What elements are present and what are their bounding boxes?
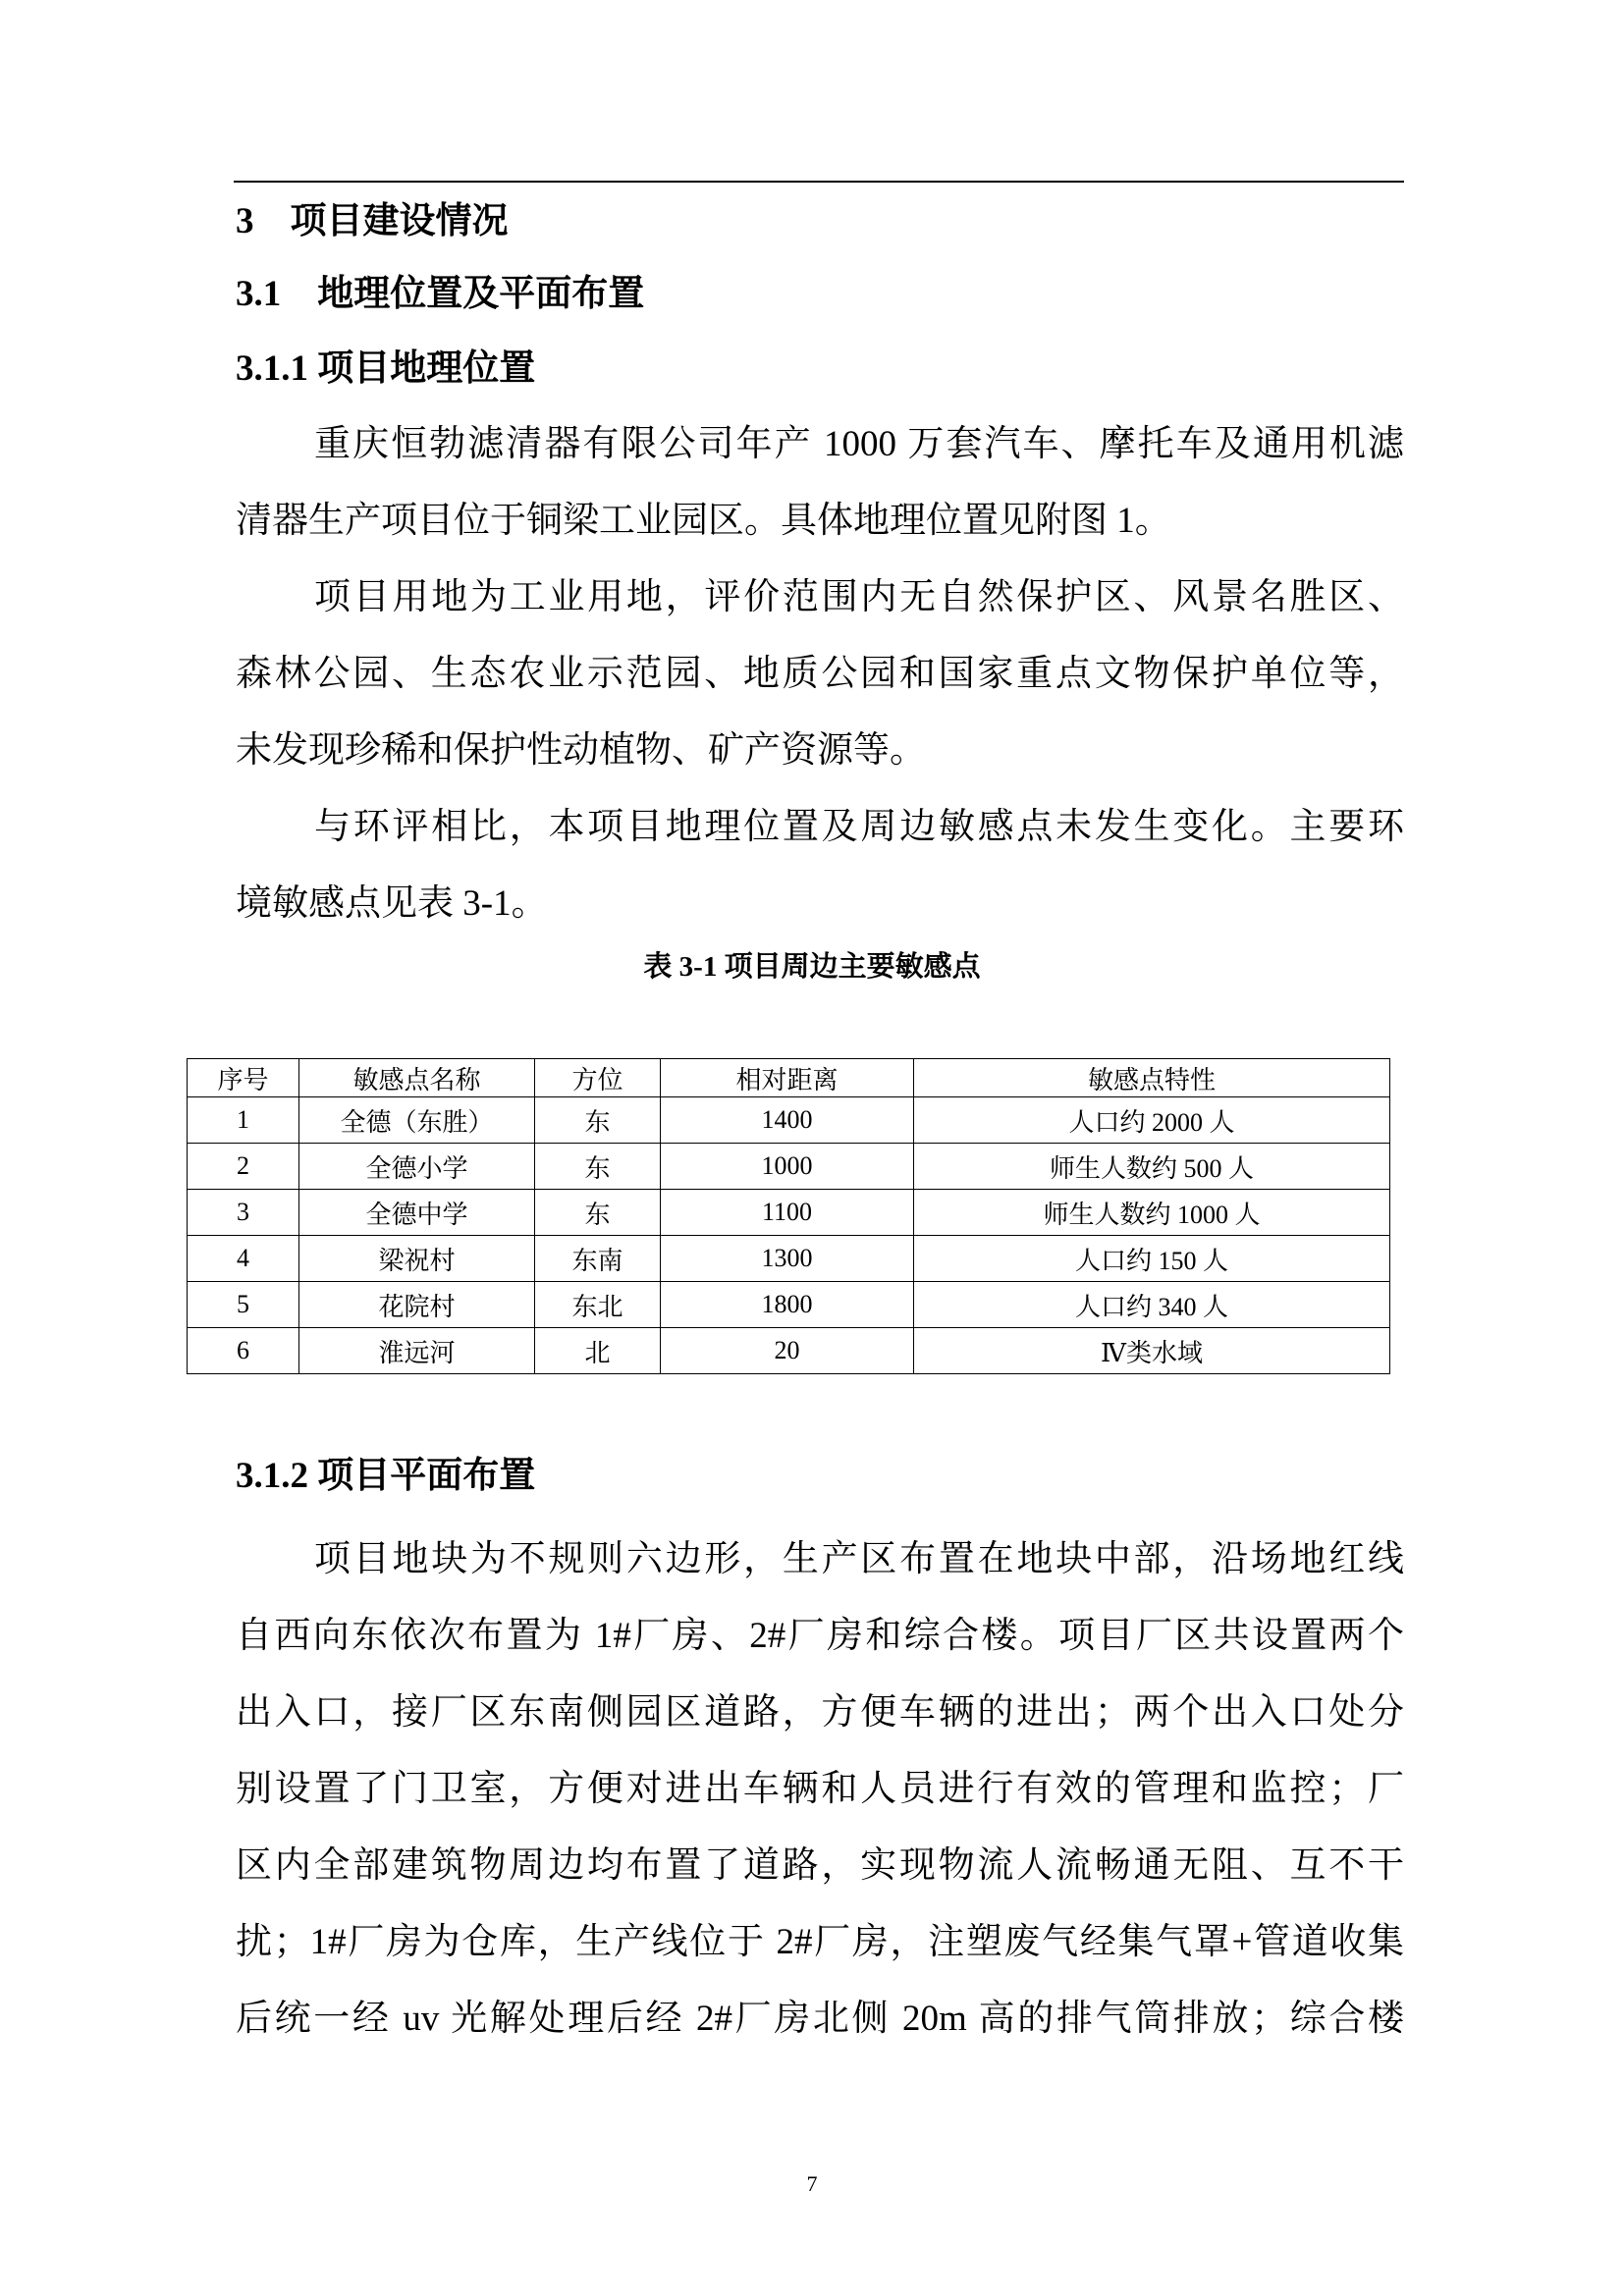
table-caption: 表 3-1 项目周边主要敏感点 <box>643 951 981 983</box>
paragraph-line: 境敏感点见表 3-1。 <box>236 883 548 924</box>
table-cell: 东 <box>535 1144 661 1190</box>
table-cell: 东南 <box>535 1236 661 1282</box>
table-cell: 人口约 2000 人 <box>914 1097 1390 1144</box>
table-row <box>188 1328 1390 1374</box>
table-header-cell: 敏感点名称 <box>299 1059 535 1097</box>
paragraph-line: 未发现珍稀和保护性动植物、矿产资源等。 <box>236 730 926 771</box>
table-header-row <box>188 1059 1390 1097</box>
table-cell: 1100 <box>661 1190 914 1236</box>
paragraph-line: 与环评相比，本项目地理位置及周边敏感点未发生变化。主要环 <box>314 807 1404 847</box>
table-cell: 北 <box>535 1328 661 1374</box>
table-cell: 1300 <box>661 1236 914 1282</box>
paragraph-line: 项目地块为不规则六边形，生产区布置在地块中部，沿场地红线 <box>314 1539 1404 1579</box>
table-cell: 东 <box>535 1097 661 1144</box>
table-cell: 20 <box>661 1328 914 1374</box>
table-cell: 1800 <box>661 1282 914 1328</box>
table-row <box>188 1144 1390 1190</box>
table-cell: 3 <box>188 1190 299 1236</box>
paragraph-line: 清器生产项目位于铜梁工业园区。具体地理位置见附图 1。 <box>236 501 1171 541</box>
section-heading-3: 3 项目建设情况 <box>236 201 509 241</box>
table-header-cell: 相对距离 <box>661 1059 914 1097</box>
page-number: 7 <box>806 2171 818 2196</box>
table-row <box>188 1190 1390 1236</box>
table-cell: 1000 <box>661 1144 914 1190</box>
table-cell: 1 <box>188 1097 299 1144</box>
paragraph-line: 区内全部建筑物周边均布置了道路，实现物流人流畅通无阻、互不干 <box>236 1845 1404 1886</box>
paragraph-line: 出入口，接厂区东南侧园区道路，方便车辆的进出；两个出入口处分 <box>236 1692 1404 1733</box>
paragraph-land-use <box>236 560 1404 789</box>
paragraph-line: 森林公园、生态农业示范园、地质公园和国家重点文物保护单位等， <box>236 654 1404 694</box>
paragraph-line: 别设置了门卫室，方便对进出车辆和人员进行有效的管理和监控；厂 <box>236 1769 1404 1809</box>
table-cell: 师生人数约 500 人 <box>914 1144 1390 1190</box>
table-cell: 人口约 340 人 <box>914 1282 1390 1328</box>
table-cell: Ⅳ类水域 <box>914 1328 1390 1374</box>
paragraph-line: 扰；1#厂房为仓库，生产线位于 2#厂房，注塑废气经集气罩+管道收集 <box>236 1922 1404 1962</box>
header-rule <box>234 181 1404 183</box>
table-cell: 梁祝村 <box>299 1236 535 1282</box>
table-row <box>188 1282 1390 1328</box>
table-cell: 师生人数约 1000 人 <box>914 1190 1390 1236</box>
section-heading-3-1-1: 3.1.1 项目地理位置 <box>236 348 536 389</box>
table-cell: 花院村 <box>299 1282 535 1328</box>
table-cell: 全德中学 <box>299 1190 535 1236</box>
table-header-cell: 序号 <box>188 1059 299 1097</box>
table-cell: 东北 <box>535 1282 661 1328</box>
table-cell: 5 <box>188 1282 299 1328</box>
table-row <box>188 1236 1390 1282</box>
paragraph-line: 自西向东依次布置为 1#厂房、2#厂房和综合楼。项目厂区共设置两个 <box>236 1616 1404 1656</box>
table-header-cell: 方位 <box>535 1059 661 1097</box>
table-row <box>188 1097 1390 1144</box>
paragraph-layout <box>236 1522 1404 2057</box>
table-cell: 6 <box>188 1328 299 1374</box>
table-cell: 1400 <box>661 1097 914 1144</box>
section-heading-3-1-2: 3.1.2 项目平面布置 <box>236 1456 536 1496</box>
table-cell: 淮远河 <box>299 1328 535 1374</box>
table-cell: 东 <box>535 1190 661 1236</box>
table-cell: 2 <box>188 1144 299 1190</box>
table-header-cell: 敏感点特性 <box>914 1059 1390 1097</box>
sensitive-points-table <box>187 1058 1390 1374</box>
section-heading-3-1: 3.1 地理位置及平面布置 <box>236 274 645 314</box>
paragraph-line: 重庆恒勃滤清器有限公司年产 1000 万套汽车、摩托车及通用机滤 <box>314 424 1404 464</box>
table-cell: 人口约 150 人 <box>914 1236 1390 1282</box>
table-cell: 4 <box>188 1236 299 1282</box>
paragraph-line: 后统一经 uv 光解处理后经 2#厂房北侧 20m 高的排气筒排放；综合楼 <box>236 1999 1404 2039</box>
table-cell: 全德（东胜） <box>299 1097 535 1144</box>
paragraph-line: 项目用地为工业用地，评价范围内无自然保护区、风景名胜区、 <box>314 577 1404 617</box>
paragraph-location <box>236 406 1404 560</box>
table-cell: 全德小学 <box>299 1144 535 1190</box>
paragraph-comparison <box>236 789 1404 942</box>
